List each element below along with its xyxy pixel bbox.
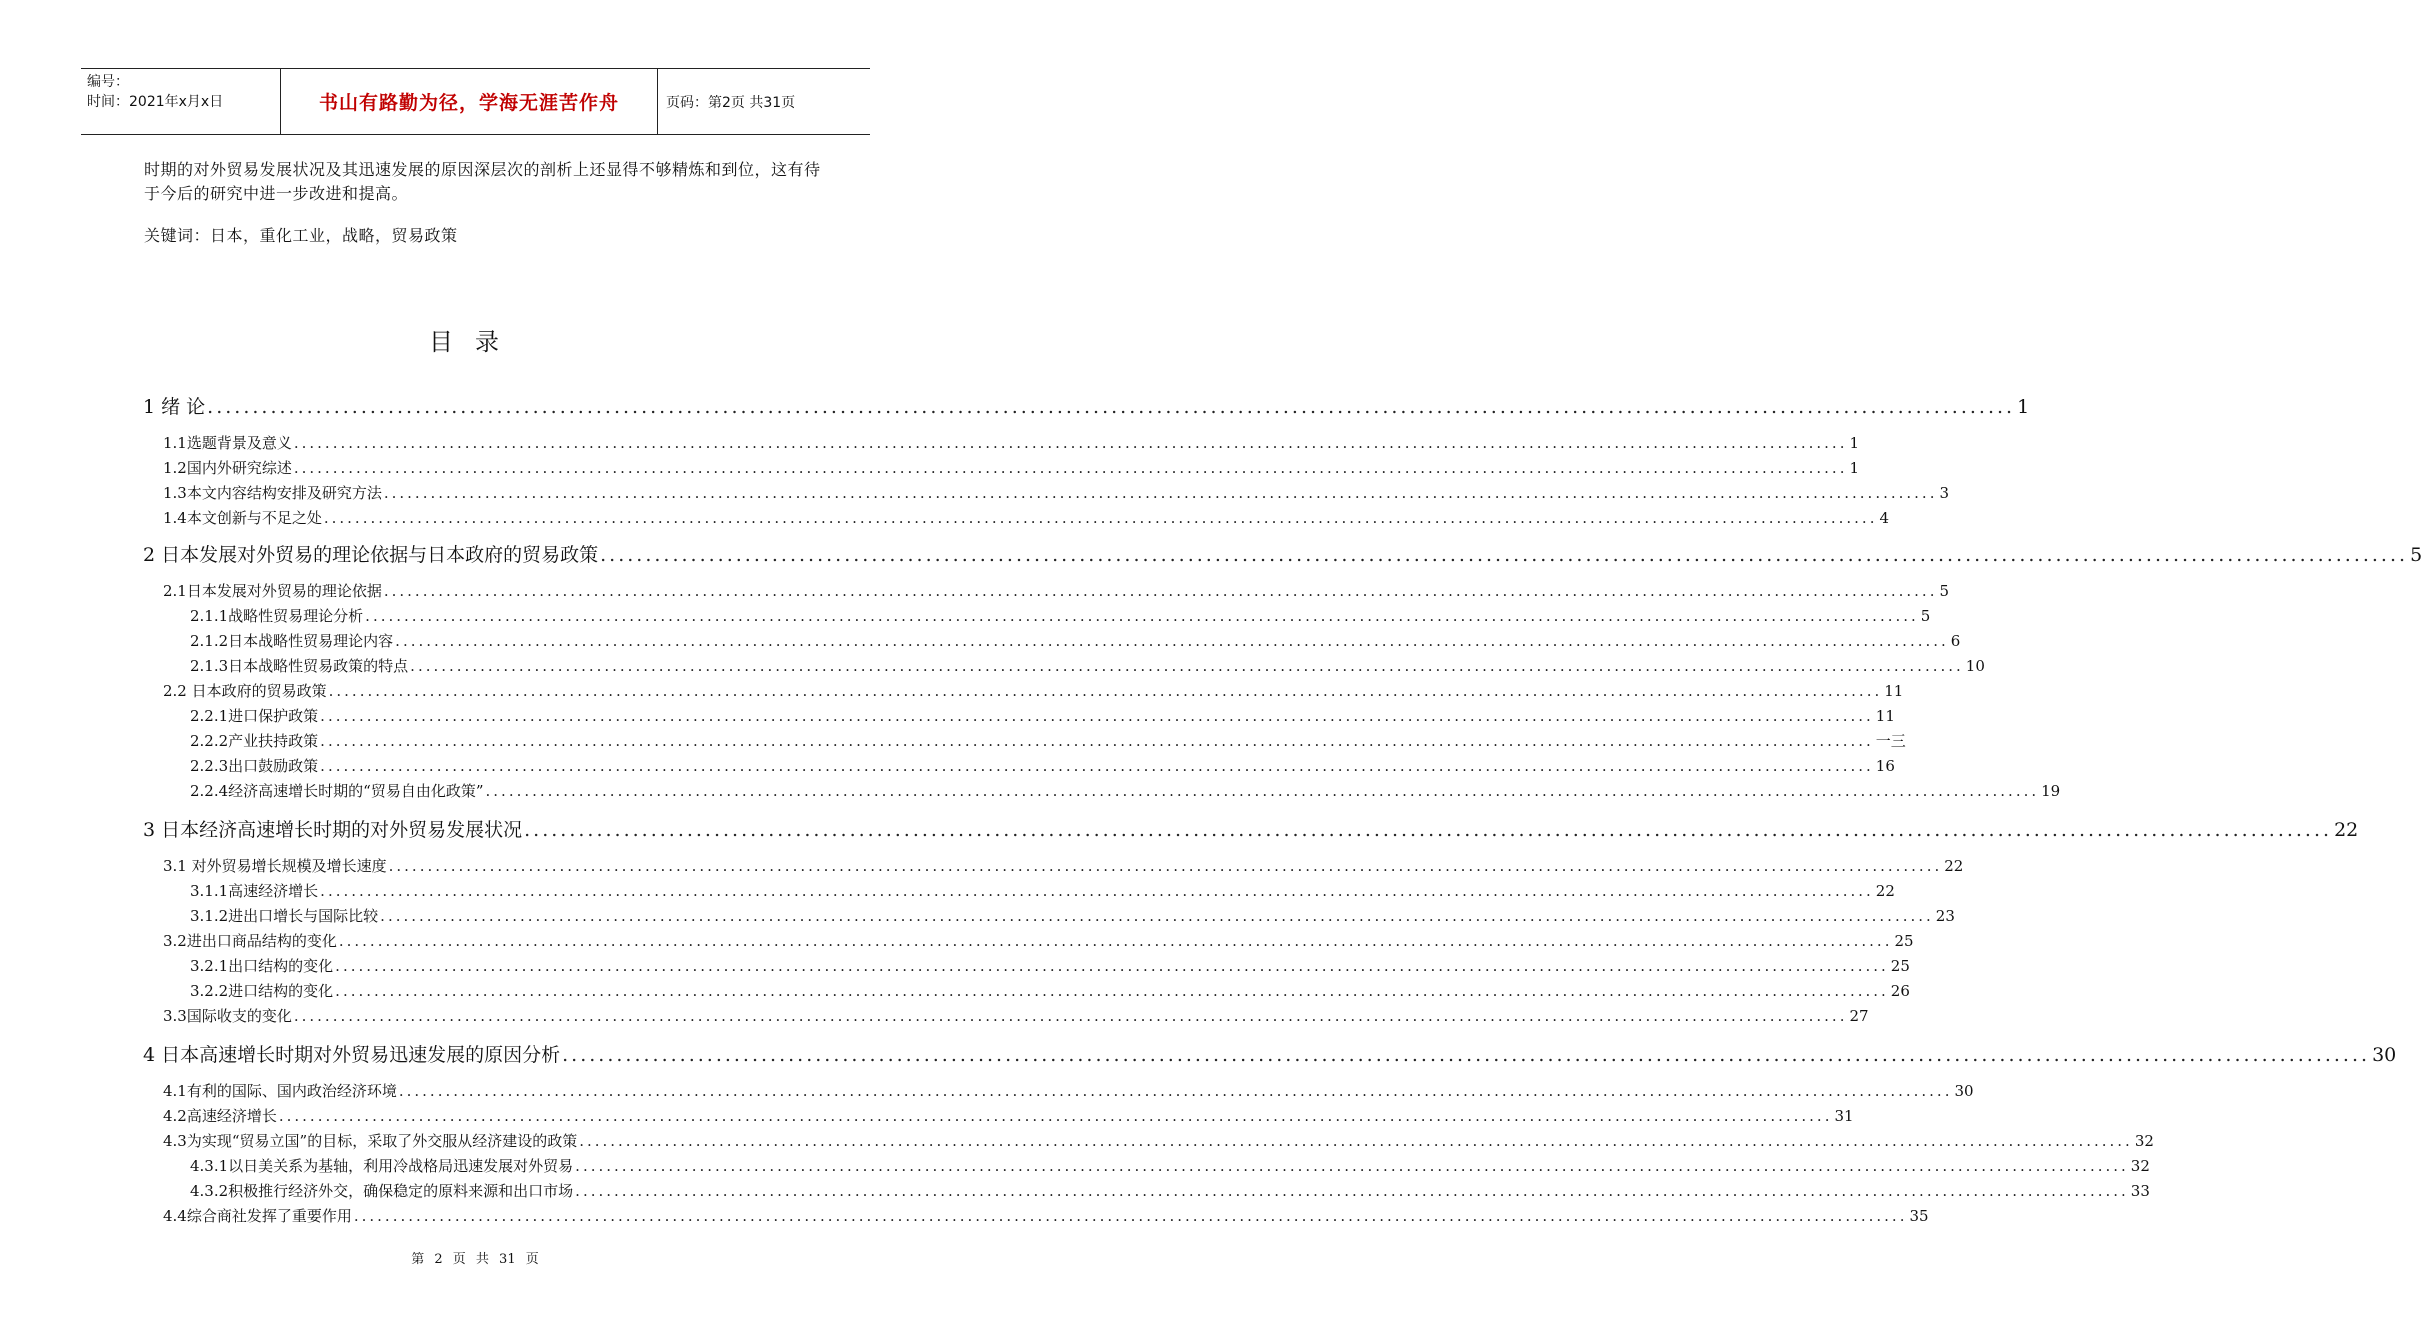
toc-entry[interactable]: [190, 705, 1895, 726]
toc-entry[interactable]: [143, 1040, 2397, 1067]
toc-entry-page: 5: [1920, 607, 1931, 625]
toc-entry-title: 4.4综合商社发挥了重要作用: [163, 1207, 352, 1225]
toc-leader-dots: ........................................................................................................................................................................................................: [323, 509, 1878, 527]
toc-entry-title: 2.1.1战略性贸易理论分析: [190, 607, 364, 625]
toc-entry-page: 27: [1849, 1007, 1869, 1025]
toc-entry-page: 5: [1939, 582, 1950, 600]
toc-entry-page: 30: [2372, 1044, 2397, 1066]
toc-entry-title: 2 日本发展对外贸易的理论依据与日本政府的贸易政策: [143, 544, 599, 566]
toc-entry-page: 一三: [1875, 732, 1906, 750]
toc-entry-title: 1.3本文内容结构安排及研究方法: [163, 484, 382, 502]
toc-entry-page: 16: [1875, 757, 1895, 775]
toc-leader-dots: ........................................................................................................................................................................................................: [395, 632, 1949, 650]
toc-entry-title: 1 绪 论: [143, 396, 206, 418]
toc-entry-page: 4: [1879, 509, 1890, 527]
toc-entry[interactable]: [163, 507, 1890, 528]
toc-leader-dots: ........................................................................................................................................................................................................: [398, 1082, 1953, 1100]
toc-entry[interactable]: [143, 392, 2030, 419]
toc-entry-title: 4.1有利的国际、国内政治经济环境: [163, 1082, 397, 1100]
toc-leader-dots: ........................................................................................................................................................................................................: [353, 1207, 1908, 1225]
toc-entry[interactable]: [190, 730, 1906, 751]
toc-leader-dots: ........................................................................................................................................................................................................: [388, 857, 1943, 875]
toc-entry-page: 31: [1834, 1107, 1854, 1125]
toc-entry-page: 11: [1875, 707, 1895, 725]
toc-entry-page: 30: [1954, 1082, 1974, 1100]
toc-entry[interactable]: [163, 1130, 2154, 1151]
toc-entry[interactable]: [163, 1005, 1869, 1026]
toc-entry-page: 10: [1965, 657, 1985, 675]
toc-leader-dots: ........................................................................................................................................................................................................: [383, 484, 1938, 502]
toc-entry[interactable]: [190, 655, 1985, 676]
toc-entry-page: 35: [1909, 1207, 1929, 1225]
toc-leader-dots: ........................................................................................................................................................................................................: [365, 607, 1919, 625]
toc-entry-title: 4 日本高速增长时期对外贸易迅速发展的原因分析: [143, 1044, 561, 1066]
toc-entry[interactable]: [163, 457, 1860, 478]
toc-entry-title: 2.2.2产业扶持政策: [190, 732, 319, 750]
toc-entry-title: 3.2进出口商品结构的变化: [163, 932, 337, 950]
toc-entry-page: 22: [2334, 819, 2359, 841]
header-page-info: 页码：第2页 共31页: [666, 94, 796, 111]
toc-leader-dots: ........................................................................................................................................................................................................: [335, 957, 1889, 975]
toc-entry[interactable]: [190, 780, 2061, 801]
toc-entry-page: 1: [2017, 396, 2030, 418]
toc-entry-title: 1.4本文创新与不足之处: [163, 509, 322, 527]
toc-leader-dots: ........................................................................................................................................................................................................: [410, 657, 1964, 675]
toc-entry[interactable]: [190, 630, 1961, 651]
toc-leader-dots: ........................................................................................................................................................................................................: [293, 459, 1848, 477]
toc-entry[interactable]: [190, 1180, 2150, 1201]
toc-leader-dots: ........................................................................................................................................................................................................: [380, 907, 1934, 925]
toc-title: 目录: [429, 328, 521, 356]
toc-entry-title: 2.1日本发展对外贸易的理论依据: [163, 582, 382, 600]
keywords-line: 关键词：日本，重化工业，战略，贸易政策: [144, 226, 458, 245]
toc-leader-dots: ........................................................................................................................................................................................................: [207, 396, 2016, 418]
toc-entry[interactable]: [190, 955, 1910, 976]
toc-entry-title: 2.2.3出口鼓励政策: [190, 757, 319, 775]
toc-entry[interactable]: [163, 930, 1914, 951]
toc-entry-title: 3.1.1高速经济增长: [190, 882, 319, 900]
toc-entry-title: 2.2.1进口保护政策: [190, 707, 319, 725]
toc-leader-dots: ........................................................................................................................................................................................................: [335, 982, 1889, 1000]
toc-entry-title: 2.2.4经济高速增长时期的“贸易自由化政策”: [190, 782, 484, 800]
toc-entry-title: 3.2.1出口结构的变化: [190, 957, 334, 975]
toc-entry-page: 3: [1939, 484, 1950, 502]
toc-entry-title: 2.1.3日本战略性贸易政策的特点: [190, 657, 409, 675]
toc-entry[interactable]: [190, 905, 1955, 926]
toc-entry[interactable]: [163, 1205, 1929, 1226]
toc-entry-page: 6: [1950, 632, 1961, 650]
toc-entry-page: 19: [2041, 782, 2061, 800]
toc-entry-page: 32: [2134, 1132, 2154, 1150]
toc-entry[interactable]: [163, 1105, 1854, 1126]
toc-entry[interactable]: [163, 680, 1904, 701]
toc-entry[interactable]: [163, 855, 1964, 876]
header-number-label: 编号：: [87, 74, 129, 90]
toc-entry-page: 26: [1890, 982, 1910, 1000]
toc-entry[interactable]: [190, 880, 1895, 901]
toc-entry-title: 4.3为实现“贸易立国”的目标，采取了外交服从经济建设的政策: [163, 1132, 578, 1150]
toc-entry-title: 2.1.2日本战略性贸易理论内容: [190, 632, 394, 650]
toc-entry-page: 23: [1935, 907, 1955, 925]
toc-entry-title: 3.3国际收支的变化: [163, 1007, 292, 1025]
toc-entry-title: 1.1选题背景及意义: [163, 434, 292, 452]
toc-entry[interactable]: [190, 980, 1910, 1001]
toc-entry-title: 4.3.2积极推行经济外交，确保稳定的原料来源和出口市场: [190, 1182, 574, 1200]
toc-entry-title: 3.2.2进口结构的变化: [190, 982, 334, 1000]
toc-entry[interactable]: [163, 432, 1860, 453]
toc-leader-dots: ........................................................................................................................................................................................................: [383, 582, 1938, 600]
header-motto: 书山有路勤为径，学海无涯苦作舟: [281, 69, 658, 134]
toc-leader-dots: ........................................................................................................................................................................................................: [328, 682, 1883, 700]
toc-entry-page: 5: [2410, 544, 2422, 566]
toc-entry-title: 2.2 日本政府的贸易政策: [163, 682, 327, 700]
toc-entry-title: 3 日本经济高速增长时期的对外贸易发展状况: [143, 819, 523, 841]
toc-entry-page: 25: [1890, 957, 1910, 975]
toc-leader-dots: ........................................................................................................................................................................................................: [579, 1132, 2133, 1150]
toc-leader-dots: ........................................................................................................................................................................................................: [600, 544, 2409, 566]
toc-entry-page: 22: [1875, 882, 1895, 900]
toc-entry-page: 11: [1884, 682, 1904, 700]
toc-entry-page: 25: [1894, 932, 1914, 950]
toc-entry[interactable]: [163, 482, 1950, 503]
toc-entry-page: 22: [1944, 857, 1964, 875]
toc-leader-dots: ........................................................................................................................................................................................................: [320, 707, 1874, 725]
toc-entry-title: 1.2国内外研究综述: [163, 459, 292, 477]
toc-entry-page: 33: [2130, 1182, 2150, 1200]
toc-entry-page: 32: [2130, 1157, 2150, 1175]
toc-entry[interactable]: [190, 1155, 2150, 1176]
toc-leader-dots: ........................................................................................................................................................................................................: [562, 1044, 2371, 1066]
toc-leader-dots: ........................................................................................................................................................................................................: [320, 882, 1874, 900]
body-paragraph: 时期的对外贸易发展状况及其迅速发展的原因深层次的剖析上还显得不够精炼和到位，这有待于今后的研究中进一步改进和提高。: [144, 160, 821, 203]
toc-entry-page: 1: [1849, 434, 1860, 452]
toc-leader-dots: ........................................................................................................................................................................................................: [524, 819, 2333, 841]
toc-entry[interactable]: [163, 1080, 1974, 1101]
toc-entry-page: 1: [1849, 459, 1860, 477]
toc-entry[interactable]: [190, 605, 1931, 626]
toc-leader-dots: ........................................................................................................................................................................................................: [575, 1182, 2129, 1200]
toc-leader-dots: ........................................................................................................................................................................................................: [320, 757, 1874, 775]
header-date-label: 时间：2021年x月x日: [87, 94, 224, 110]
toc-leader-dots: ........................................................................................................................................................................................................: [293, 434, 1848, 452]
toc-leader-dots: ........................................................................................................................................................................................................: [278, 1107, 1833, 1125]
toc-entry[interactable]: [190, 755, 1895, 776]
toc-entry[interactable]: [143, 815, 2359, 842]
toc-entry[interactable]: [143, 540, 2422, 567]
page-footer: 第 2 页 共 31 页: [411, 1252, 539, 1267]
toc-leader-dots: ........................................................................................................................................................................................................: [485, 782, 2040, 800]
toc-leader-dots: ........................................................................................................................................................................................................: [293, 1007, 1848, 1025]
toc-leader-dots: ........................................................................................................................................................................................................: [575, 1157, 2129, 1175]
toc-entry-title: 3.1 对外贸易增长规模及增长速度: [163, 857, 387, 875]
toc-entry-title: 4.2高速经济增长: [163, 1107, 277, 1125]
toc-entry-title: 3.1.2进出口增长与国际比较: [190, 907, 379, 925]
toc-leader-dots: ........................................................................................................................................................................................................: [338, 932, 1893, 950]
toc-entry-title: 4.3.1以日美关系为基轴，利用冷战格局迅速发展对外贸易: [190, 1157, 574, 1175]
toc-entry[interactable]: [163, 580, 1950, 601]
toc-leader-dots: ........................................................................................................................................................................................................: [320, 732, 1874, 750]
